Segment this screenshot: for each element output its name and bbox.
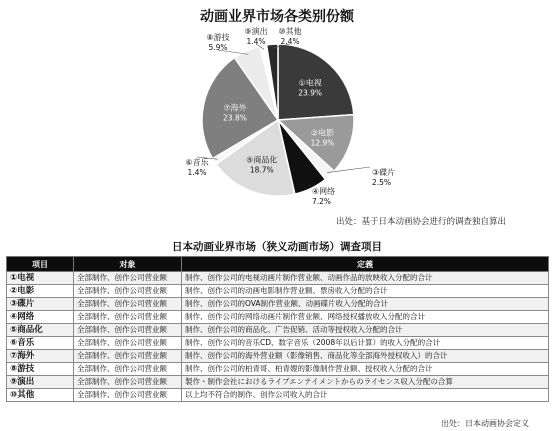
header-item: 项目 [7, 257, 74, 272]
row-item: ③碟片 [7, 298, 74, 311]
row-scope: 全部制作、创作公司营业额 [74, 324, 182, 337]
row-definition: 制作、创作公司的柏青哥、柏青嫂的影像制作营业额、授权收入分配的合计 [182, 363, 549, 376]
row-scope: 全部制作、创作公司营业额 [74, 363, 182, 376]
definition-table [6, 256, 549, 402]
row-scope: 全部制作、创作公司营业额 [74, 272, 182, 285]
slice-label: ⑧游技 [206, 33, 230, 42]
chart-source-note: 出处：基于日本动画协会进行的调查独自算出 [336, 217, 507, 227]
row-definition: 以上均不符合的制作、创作公司收入的合计 [182, 389, 549, 402]
row-item: ②电影 [7, 285, 74, 298]
slice-value-label: 5.9% [208, 43, 228, 52]
row-definition: 制作、创作公司的音乐CD、数字音乐（2008年以后计算）的收入分配的合计 [182, 337, 549, 350]
row-scope: 全部制作、创作公司营业额 [74, 376, 182, 389]
header-scope: 对象 [74, 257, 182, 272]
slice-value-label: 2.4% [280, 37, 300, 46]
row-definition: 制作、创作公司的动画电影制作营业额、票房收入分配的合计 [182, 285, 549, 298]
table-row [7, 298, 549, 311]
slice-label: ④网络 [312, 187, 336, 196]
row-item: ⑦海外 [7, 350, 74, 363]
header-definition: 定義 [182, 257, 549, 272]
row-item: ⑤商品化 [7, 324, 74, 337]
row-scope: 全部制作、创作公司营业额 [74, 298, 182, 311]
row-item: ⑨演出 [7, 376, 74, 389]
row-item: ⑧游技 [7, 363, 74, 376]
table-row [7, 272, 549, 285]
row-definition: 制作、创作公司的网络动画片制作营业额、网络授权播放收入分配的合计 [182, 311, 549, 324]
row-scope: 全部制作、创作公司营业额 [74, 337, 182, 350]
slice-value-label: 23.8% [223, 113, 247, 123]
row-item: ④网络 [7, 311, 74, 324]
slice-label: ③碟片 [372, 168, 396, 177]
row-item: ⑥音乐 [7, 337, 74, 350]
table-row [7, 350, 549, 363]
slice-label: ①电视 [298, 78, 322, 88]
row-scope: 全部制作、创作公司营业额 [74, 350, 182, 363]
slice-label: ⑤商品化 [246, 155, 278, 165]
row-item: ⑩其他 [7, 389, 74, 402]
table-title: 日本动画业界市场（狭义动画市场）调查项目 [172, 241, 382, 253]
slice-value-label: 23.9% [298, 88, 323, 98]
slice-value-label: 1.4% [187, 168, 207, 177]
table-row [7, 285, 549, 298]
row-definition: 制作、创作公司的OVA制作营业额、动画碟片收入分配的合计 [182, 298, 549, 311]
table-row [7, 337, 549, 350]
row-definition: 制作、创作公司的海外营业额（影像销售、商品化等全部海外授权收入）的合计 [182, 350, 549, 363]
row-definition: 制作、创作公司的商品化、广告促销、活动等授权收入分配的合计 [182, 324, 549, 337]
table-source-note: 出处：日本动画协会定义 [441, 419, 529, 428]
row-definition: 製作・制作会社におけるライブエンテイメントからのライセンス収入分配の合算 [182, 376, 549, 389]
table-row [7, 311, 549, 324]
slice-value-label: 1.4% [246, 37, 266, 46]
chart-title: 动画业界市场各类别份额 [200, 9, 354, 25]
table-header-row [7, 257, 549, 272]
slice-value-label: 7.2% [312, 197, 332, 206]
row-scope: 全部制作、创作公司营业额 [74, 389, 182, 402]
table-row [7, 389, 549, 402]
slice-value-label: 18.7% [249, 165, 274, 175]
row-definition: 制作、创作公司的电视动画片制作营业额、动画作品的放映收入分配的合计 [182, 272, 549, 285]
slice-label: ②电影 [310, 128, 335, 138]
slice-label: ⑨演出 [244, 27, 268, 36]
slice-label: ⑥音乐 [185, 158, 209, 167]
slice-label: ⑦海外 [223, 103, 247, 113]
slice-label: ⑩其他 [278, 27, 302, 36]
table-row [7, 324, 549, 337]
table-row [7, 376, 549, 389]
table-row [7, 363, 549, 376]
row-scope: 全部制作、创作公司营业额 [74, 285, 182, 298]
slice-value-label: 2.5% [372, 178, 392, 187]
row-scope: 全部制作、创作公司营业额 [74, 311, 182, 324]
row-item: ①电视 [7, 272, 74, 285]
slice-value-label: 12.9% [310, 138, 335, 148]
